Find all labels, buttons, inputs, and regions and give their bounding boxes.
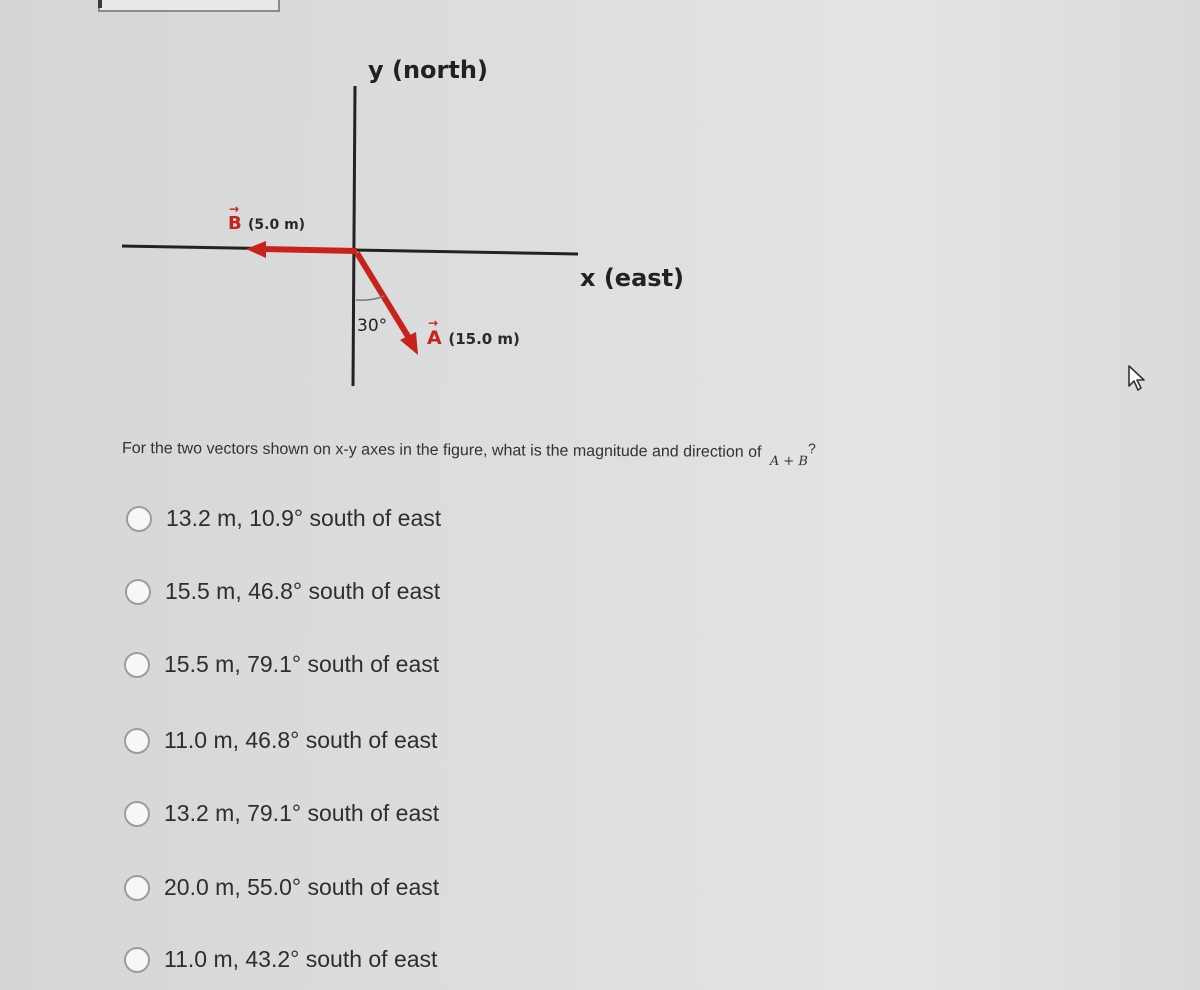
vector-b-arrowhead — [246, 241, 266, 258]
angle-label: 30° — [357, 316, 388, 336]
answer-option[interactable] — [126, 505, 441, 532]
question-text — [121, 440, 816, 470]
answer-option[interactable] — [125, 578, 440, 605]
y-axis-line — [353, 86, 355, 386]
vector-a-magnitude: (15.0 m) — [448, 330, 520, 348]
vector-b-magnitude: (5.0 m) — [248, 217, 306, 233]
radio-button[interactable] — [124, 801, 150, 827]
answer-option-label: 15.5 m, 79.1° south of east — [164, 651, 440, 677]
radio-button[interactable] — [125, 579, 151, 605]
vector-b-label — [228, 213, 305, 234]
answer-option-label: 11.0 m, 43.2° south of east — [164, 946, 438, 972]
answer-option-label: 13.2 m, 10.9° south of east — [166, 505, 442, 531]
mouse-pointer-icon — [1126, 364, 1150, 392]
vector-a-label — [427, 327, 520, 349]
angle-arc — [356, 296, 384, 300]
answer-option-label: 15.5 m, 46.8° south of east — [165, 578, 441, 604]
answer-option-label: 20.0 m, 55.0° south of east — [164, 874, 440, 900]
radio-button[interactable] — [124, 947, 150, 973]
radio-button[interactable] — [126, 506, 152, 532]
radio-button[interactable] — [124, 875, 150, 901]
answer-option-label: 13.2 m, 79.1° south of east — [164, 800, 440, 826]
question-mark: ? — [807, 440, 816, 457]
answer-option-label: 11.0 m, 46.8° south of east — [164, 727, 438, 753]
vector-sum-expression: A + B — [769, 453, 808, 470]
radio-button[interactable] — [124, 652, 150, 678]
vector-b-line — [262, 249, 357, 251]
x-axis-label: x (east) — [580, 264, 685, 292]
radio-button[interactable] — [124, 728, 150, 754]
answer-option[interactable] — [124, 651, 439, 678]
answer-option[interactable] — [124, 946, 437, 973]
answer-option[interactable] — [124, 874, 439, 901]
vector-a-symbol: → A — [427, 327, 442, 349]
vector-figure — [0, 0, 760, 420]
question-body: For the two vectors shown on x-y axes in the figure, what is the magnitude and direction of — [121, 440, 762, 461]
answer-option[interactable] — [124, 727, 437, 754]
y-axis-label: y (north) — [368, 56, 488, 84]
vector-b-symbol: → B — [228, 213, 242, 234]
answer-option[interactable] — [124, 800, 439, 827]
